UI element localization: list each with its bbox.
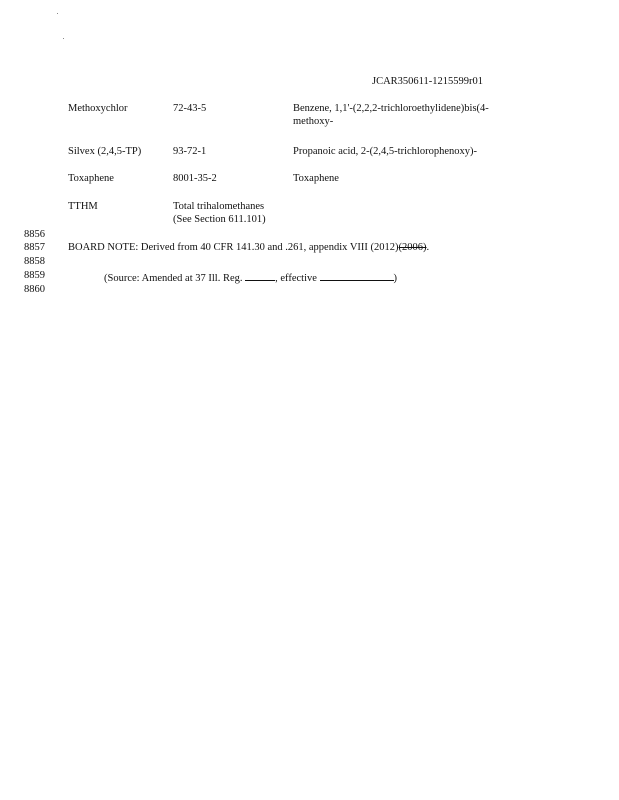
table-row-name: Silvex (2,4,5-TP) <box>68 146 142 157</box>
table-row-name: TTHM <box>68 201 98 212</box>
source-suffix: ) <box>393 273 398 284</box>
table-row-chemical-cont: methoxy- <box>293 116 334 127</box>
line-number: 8856 <box>24 229 45 240</box>
table-row-name: Toxaphene <box>68 173 114 184</box>
source-note <box>104 270 397 285</box>
table-row-chemical: Toxaphene <box>293 173 339 184</box>
document-id: JCAR350611-1215599r01 <box>372 76 484 87</box>
table-row-cas: 8001-35-2 <box>173 173 217 184</box>
volume-page-blank <box>245 270 275 281</box>
line-number: 8860 <box>24 284 45 295</box>
table-row-cas-cont: (See Section 611.101) <box>173 214 266 225</box>
stray-mark <box>63 38 64 39</box>
line-number: 8857 <box>24 242 45 253</box>
table-row-cas: 72-43-5 <box>173 103 207 114</box>
board-note-deleted: (2006) <box>398 242 427 253</box>
table-row-chemical: Propanoic acid, 2-(2,4,5-trichlorophenoxy)- <box>293 146 477 157</box>
line-number: 8858 <box>24 256 45 267</box>
source-prefix: (Source: Amended at 37 Ill. Reg. <box>104 273 246 284</box>
table-row-name: Methoxychlor <box>68 103 128 114</box>
board-note-text: BOARD NOTE: Derived from 40 CFR 141.30 and .261, appendix VIII (2012) <box>68 242 399 253</box>
board-note <box>68 242 429 254</box>
effective-date-blank <box>320 270 394 281</box>
table-row-chemical: Benzene, 1,1'-(2,2,2-trichloroethylidene)bis(4- <box>293 103 489 114</box>
table-row-cas: Total trihalomethanes <box>173 201 265 212</box>
line-number: 8859 <box>24 270 45 281</box>
stray-mark <box>57 13 58 14</box>
source-middle: , effective <box>275 273 320 284</box>
board-note-end: . <box>426 242 430 253</box>
table-row-cas: 93-72-1 <box>173 146 207 157</box>
